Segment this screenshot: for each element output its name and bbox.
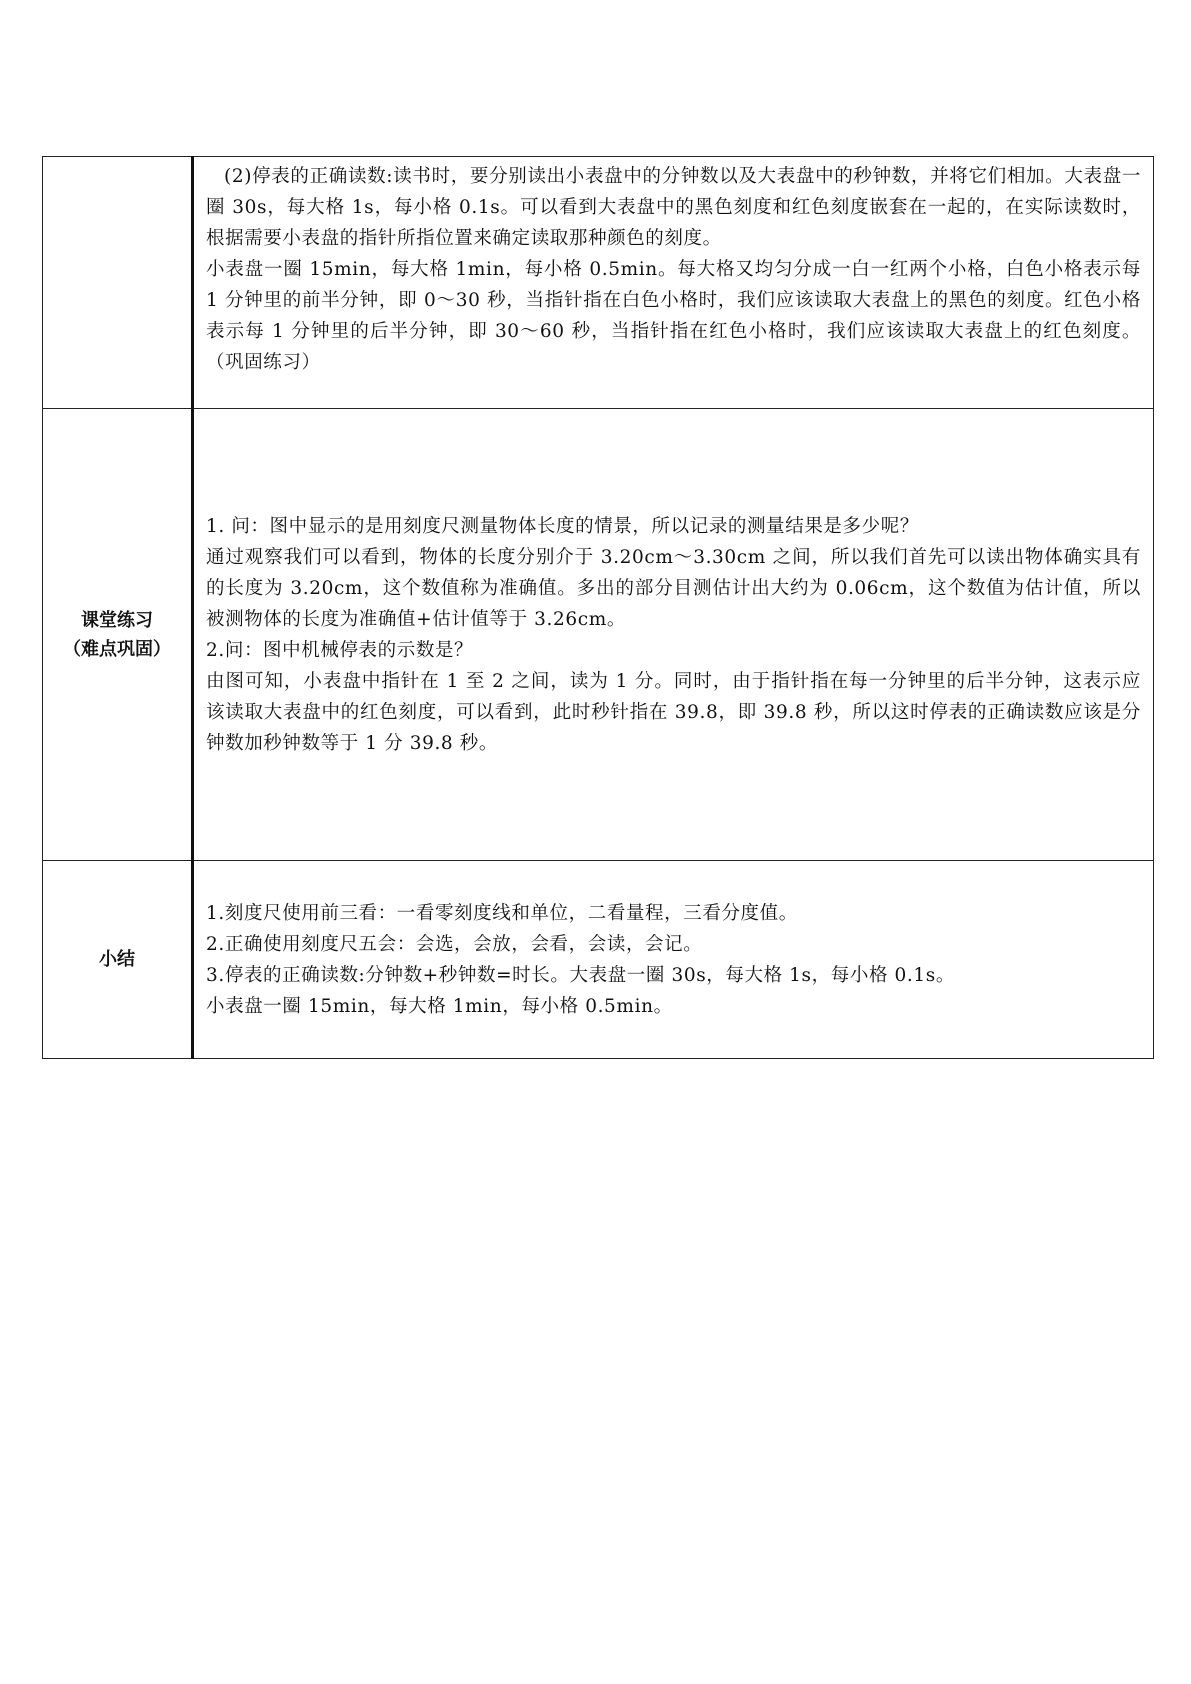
stopwatch-paragraph-1: (2)停表的正确读数:读书时，要分别读出小表盘中的分钟数以及大表盘中的秒钟数，并将它们相加。大表盘一圈 30s，每大格 1s，每小格 0.1s。可以看到大表盘中的黑色刻度和红色刻度嵌套在一起的，在实际读数时，根据需要小表盘的指针所指位置来确定读取那种颜色的刻度。 bbox=[206, 166, 1141, 249]
stopwatch-reading-content bbox=[193, 157, 1154, 409]
practice-answer-1: 通过观察我们可以看到，物体的长度分别介于 3.20cm～3.30cm 之间，所以我们首先可以读出物体确实具有的长度为 3.20cm，这个数值称为准确值。多出的部分目测估计出大约为 0.06cm，这个数值为估计值，所以被测物体的长度为准确值+估计值等于 3.26cm。 bbox=[206, 546, 1141, 630]
lesson-plan-table bbox=[42, 156, 1154, 1059]
classroom-practice-title: 课堂练习 bbox=[81, 609, 153, 631]
stopwatch-paragraph-2: 小表盘一圈 15min，每大格 1min，每小格 0.5min。每大格又均匀分成一白一红两个小格，白色小格表示每 1 分钟里的前半分钟，即 0～30 秒，当指针指在白色小格时，我们应该读取大表盘上的黑色的刻度。红色小格表示每 1 分钟里的后半分钟，即 30～60 秒，当指针指在红色小格时，我们应该读取大表盘上的红色刻度。（巩固练习） bbox=[206, 259, 1141, 373]
practice-answer-2: 由图可知，小表盘中指针在 1 至 2 之间，读为 1 分。同时，由于指针指在每一分钟里的后半分钟，这表示应该读取大表盘中的红色刻度，可以看到，此时秒针指在 39.8，即 39.8 秒，所以这时停表的正确读数应该是分钟数加秒钟数等于 1 分 39.8 秒。 bbox=[206, 670, 1141, 754]
table-row-stopwatch-reading bbox=[43, 157, 1154, 409]
summary-item-3: 3.停表的正确读数:分钟数+秒钟数=时长。大表盘一圈 30s，每大格 1s，每小格 0.1s。 bbox=[206, 964, 955, 986]
summary-item-2: 2.正确使用刻度尺五会：会选，会放，会看，会读，会记。 bbox=[206, 933, 703, 955]
row-label-classroom-practice bbox=[43, 409, 193, 861]
practice-question-1: 1. 问：图中显示的是用刻度尺测量物体长度的情景，所以记录的测量结果是多少呢？ bbox=[206, 515, 919, 537]
summary-item-1: 1.刻度尺使用前三看：一看零刻度线和单位，二看量程，三看分度值。 bbox=[206, 902, 798, 924]
practice-question-2: 2.问：图中机械停表的示数是？ bbox=[206, 639, 474, 661]
classroom-practice-subtitle: （难点巩固） bbox=[63, 638, 171, 660]
table-row-summary bbox=[43, 861, 1154, 1059]
row-label-summary: 小结 bbox=[43, 861, 193, 1059]
classroom-practice-content bbox=[193, 409, 1154, 861]
summary-item-4: 小表盘一圈 15min，每大格 1min，每小格 0.5min。 bbox=[206, 995, 673, 1017]
table-row-classroom-practice bbox=[43, 409, 1154, 861]
summary-content bbox=[193, 861, 1154, 1059]
row-label-empty bbox=[43, 157, 193, 409]
